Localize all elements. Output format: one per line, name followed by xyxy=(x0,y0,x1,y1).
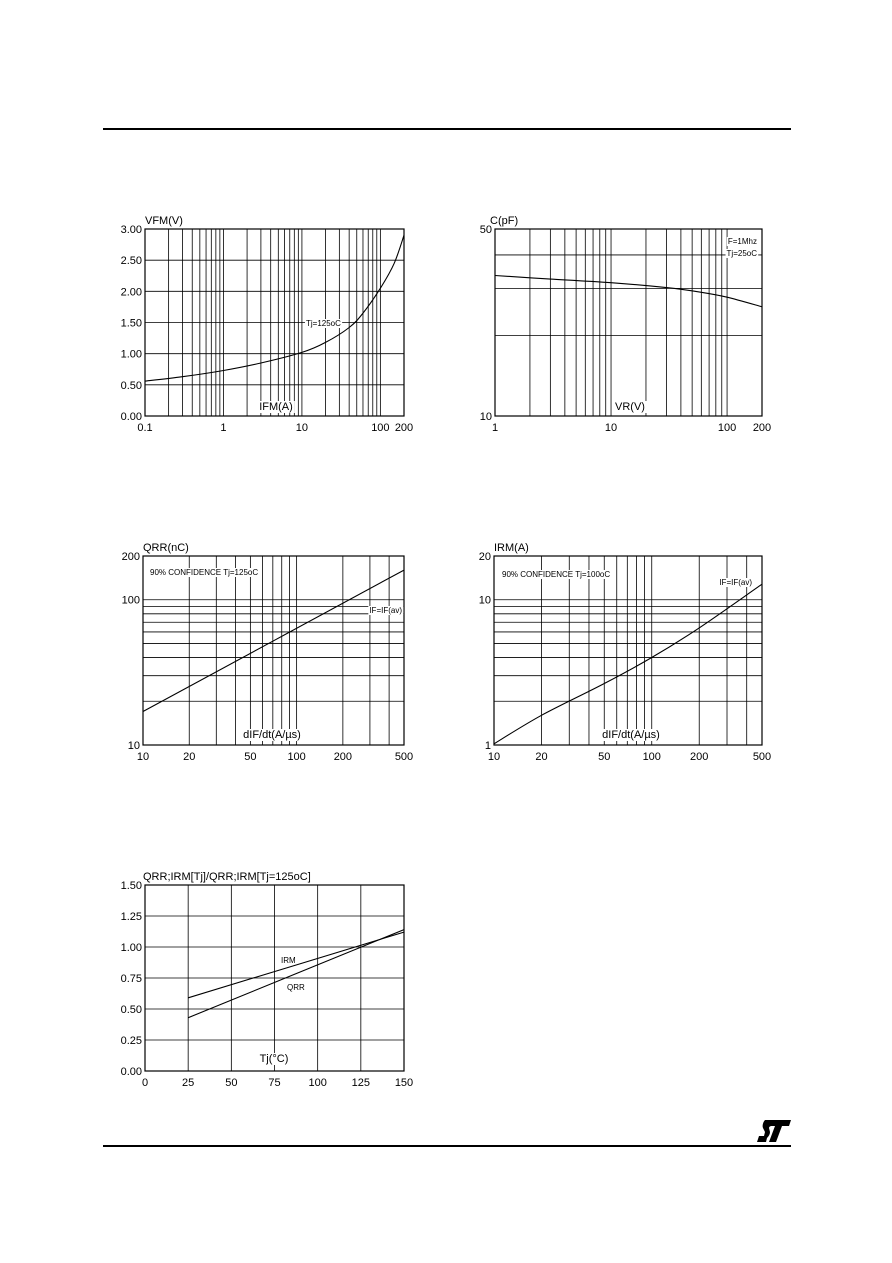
x-tick-label: 0 xyxy=(141,1077,149,1089)
y-tick-label: 10 xyxy=(127,740,140,752)
x-tick-label: 200 xyxy=(333,751,353,763)
x-tick-label: 75 xyxy=(268,1077,281,1089)
chart-title: C(pF) xyxy=(490,215,519,227)
x-axis-label: dIF/dt(A/µs) xyxy=(243,729,301,741)
x-tick-label: 50 xyxy=(598,751,611,763)
chart-4 xyxy=(479,542,771,763)
chart-annotation: Tj=25oC xyxy=(726,249,757,258)
series-line xyxy=(145,235,404,381)
chart-title: QRR(nC) xyxy=(143,542,189,554)
y-tick-label: 10 xyxy=(479,411,492,423)
chart-annotation: Tj=125oC xyxy=(306,319,341,328)
x-tick-label: 100 xyxy=(371,422,390,434)
chart-annotation: IF=IF(av) xyxy=(719,578,752,587)
x-tick-label: 10 xyxy=(604,422,618,434)
x-tick-label: 20 xyxy=(183,751,196,763)
x-tick-label: 100 xyxy=(717,422,737,434)
chart-annotation: 90% CONFIDENCE Tj=125oC xyxy=(150,568,259,577)
x-tick-label: 500 xyxy=(752,751,772,763)
y-tick-label: 2.50 xyxy=(120,255,142,268)
x-tick-label: 50 xyxy=(225,1077,238,1089)
y-tick-label: 1.00 xyxy=(120,348,142,361)
y-tick-label: 1.50 xyxy=(120,880,142,892)
chart-3 xyxy=(122,542,414,763)
chart-title: IRM(A) xyxy=(494,542,529,554)
x-tick-label: 100 xyxy=(287,751,306,763)
series-line xyxy=(143,570,404,711)
x-tick-label: 200 xyxy=(752,422,772,434)
y-tick-label: 100 xyxy=(121,594,140,607)
x-tick-label: 10 xyxy=(487,751,501,763)
y-tick-label: 0.50 xyxy=(120,1004,142,1016)
x-tick-label: 200 xyxy=(690,751,709,763)
y-tick-label: 0.00 xyxy=(120,411,142,423)
x-tick-label: 100 xyxy=(642,751,661,763)
chart-annotation: F=1Mhz xyxy=(727,237,757,246)
x-tick-label: 10 xyxy=(295,422,309,434)
series-line xyxy=(494,584,762,744)
x-axis-label: dIF/dt(A/µs) xyxy=(602,729,660,741)
series-label: IRM xyxy=(281,956,296,965)
x-tick-label: 25 xyxy=(182,1077,195,1089)
series-line-qrr xyxy=(188,930,404,1018)
y-tick-label: 0.00 xyxy=(120,1066,142,1078)
x-tick-label: 0.1 xyxy=(137,422,153,434)
x-axis-label: Tj(°C) xyxy=(259,1053,289,1065)
x-tick-label: 200 xyxy=(394,422,414,434)
x-tick-label: 500 xyxy=(394,751,414,763)
x-tick-label: 100 xyxy=(308,1077,327,1089)
st-logo-icon xyxy=(756,1118,792,1144)
y-tick-label: 0.50 xyxy=(120,379,142,392)
chart-annotation: IF=IF(av) xyxy=(369,606,402,615)
plot-frame xyxy=(143,556,404,745)
y-tick-label: 200 xyxy=(121,551,140,563)
chart-2 xyxy=(480,215,771,434)
x-tick-label: 20 xyxy=(535,751,548,763)
x-tick-label: 1 xyxy=(220,422,227,434)
x-tick-label: 10 xyxy=(136,751,150,763)
y-tick-label: 2.00 xyxy=(120,286,142,299)
y-tick-label: 3.00 xyxy=(120,224,142,236)
chart-annotation: 90% CONFIDENCE Tj=100oC xyxy=(502,570,611,579)
x-tick-label: 1 xyxy=(491,422,499,434)
y-tick-label: 1.50 xyxy=(120,317,142,330)
y-tick-label: 1 xyxy=(484,740,491,752)
y-tick-label: 20 xyxy=(478,551,491,563)
x-tick-label: 50 xyxy=(244,751,257,763)
chart-title: QRR;IRM[Tj]/QRR;IRM[Tj=125oC] xyxy=(143,871,311,883)
x-tick-label: 125 xyxy=(351,1077,371,1089)
y-tick-label: 1.25 xyxy=(120,911,142,923)
y-tick-label: 0.25 xyxy=(120,1035,142,1047)
y-tick-label: 0.75 xyxy=(120,973,142,985)
y-tick-label: 10 xyxy=(478,594,491,607)
chart-5 xyxy=(121,871,414,1089)
x-tick-label: 150 xyxy=(394,1077,414,1089)
y-tick-label: 1.00 xyxy=(120,942,142,954)
x-axis-label: VR(V) xyxy=(615,401,645,413)
chart-title: VFM(V) xyxy=(145,215,183,227)
x-axis-label: IFM(A) xyxy=(259,401,293,413)
y-tick-label: 50 xyxy=(479,224,492,236)
chart-1 xyxy=(121,215,414,434)
series-label: QRR xyxy=(287,983,305,992)
